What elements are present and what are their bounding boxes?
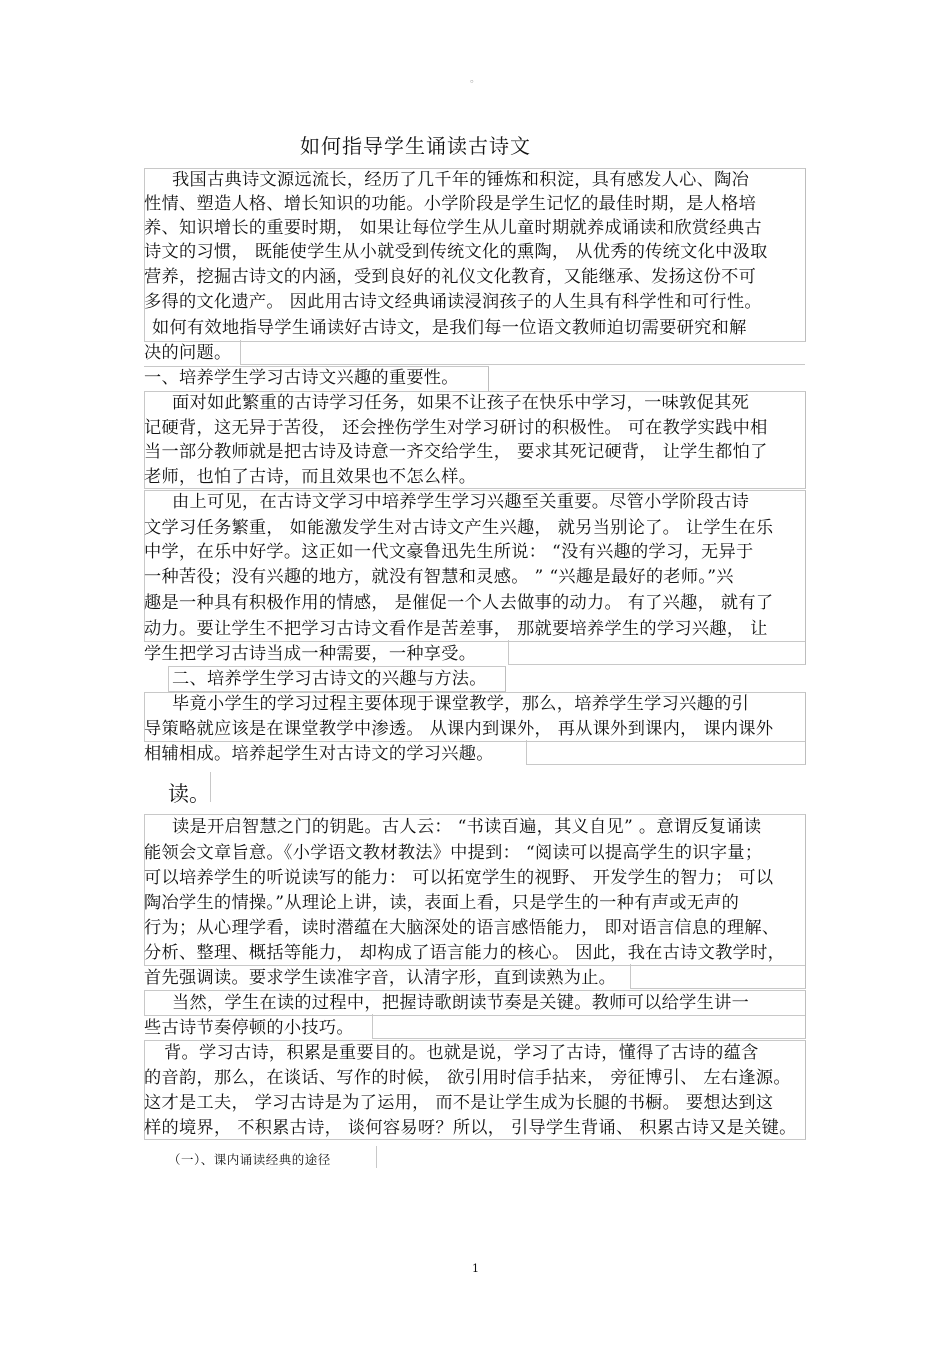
paragraph-line: 分析、整理、概括等能力， 却构成了语言能力的核心。 因此，我在古诗文教学时， [144,943,786,963]
intro-line: 性情、塑造人格、增长知识的功能。小学阶段是学生记忆的最佳时期，是人格培 [144,194,757,214]
paragraph-line: 当一部分教师就是把古诗及诗意一齐交给学生， 要求其死记硬背， 让学生都怕了 [144,442,768,462]
paragraph-line: 样的境界， 不积累古诗， 谈何容易呀？所以， 引导学生背诵、 积累古诗又是关键。 [144,1118,797,1138]
paragraph-line: 首先强调读。要求学生读准字音，认清字形，直到读熟为止。 [144,968,617,988]
text-frame [372,1014,806,1039]
paragraph-line: 的音韵，那么，在谈话、写作的时候， 欲引用时信手拈来， 旁征博引、 左右逢源。 [144,1068,791,1088]
intro-line: 如何有效地指导学生诵读好古诗文，是我们每一位语文教师迫切需要研究和解 [152,318,747,338]
paragraph-line: 读是开启智慧之门的钥匙。古人云： “书读百遍，其义自见” 。意谓反复诵读 [172,817,762,837]
section-heading: 二、培养学生学习古诗文的兴趣与方法。 [172,669,487,689]
text-frame [630,964,806,989]
paragraph-line: 由上可见，在古诗文学习中培养学生学习兴趣至关重要。尽管小学阶段古诗 [172,492,750,512]
intro-line: 决的问题。 [144,343,232,363]
text-frame [526,740,806,765]
paragraph-line: 一种苦役；没有兴趣的地方，就没有智慧和灵感。 ” “兴趣是最好的老师。”兴 [144,567,734,587]
subheading: （一）、课内诵读经典的途径 [168,1152,331,1167]
paragraph-line: 毕竟小学生的学习过程主要体现于课堂教学，那么，培养学生学习兴趣的引 [172,694,750,714]
section-heading: 一、培养学生学习古诗文兴趣的重要性。 [144,368,459,388]
paragraph-line: 能领会文章旨意。《小学语文教材教法》中提到： “阅读可以提高学生的识字量； [144,843,763,863]
intro-line: 营养，挖掘古诗文的内涵，受到良好的礼仪文化教育，又能继承、发扬这份不可 [144,267,757,287]
intro-line: 多得的文化遗产。 因此用古诗文经典诵读浸润孩子的人生具有科学性和可行性。 [144,292,762,312]
paragraph-line: 学生把学习古诗当成一种需要，一种享受。 [144,644,477,664]
paragraph-line: 文学习任务繁重， 如能激发学生对古诗文产生兴趣， 就另当别论了。 让学生在乐 [144,518,774,538]
text-frame [508,640,806,665]
intro-line: 诗文的习惯， 既能使学生从小就受到传统文化的熏陶， 从优秀的传统文化中汲取 [144,242,768,262]
paragraph-line: 可以培养学生的听说读写的能力： 可以拓宽学生的视野、 开发学生的智力； 可以 [144,868,774,888]
paragraph-line: 中学，在乐中好学。这正如一代文豪鲁迅先生所说： “没有兴趣的学习，无异于 [144,542,754,562]
paragraph-line: 记硬背，这无异于苦役， 还会挫伤学生对学习研讨的积极性。 可在教学实践中相 [144,418,768,438]
text-frame [376,1146,377,1168]
top-mark: 。 [470,74,480,85]
intro-line: 我国古典诗文源远流长，经历了几千年的锤炼和积淀，具有感发人心、陶冶 [172,170,750,190]
page-number: 1 [472,1262,479,1275]
paragraph-line: 动力。要让学生不把学习古诗文看作是苦差事， 那就要培养学生的学习兴趣， 让 [144,619,768,639]
paragraph-line: 些古诗节奏停顿的小技巧。 [144,1018,354,1038]
paragraph-line: 趣是一种具有积极作用的情感， 是催促一个人去做事的动力。 有了兴趣， 就有了 [144,593,774,613]
page-title: 如何指导学生诵读古诗文 [300,134,531,158]
paragraph-line: 这才是工夫， 学习古诗是为了运用， 而不是让学生成为长腿的书橱。 要想达到这 [144,1093,774,1113]
paragraph-line: 面对如此繁重的古诗学习任务，如果不让孩子在快乐中学习，一味敦促其死 [172,393,750,413]
intro-line: 养、知识增长的重要时期， 如果让每位学生从儿童时期就养成诵读和欣赏经典古 [144,218,762,238]
paragraph-line: 老师，也怕了古诗，而且效果也不怎么样。 [144,467,477,487]
read-heading: 读。 [168,782,210,806]
text-frame [240,340,805,365]
paragraph-line: 导策略就应该是在课堂教学中渗透。 从课内到课外， 再从课外到课内， 课内课外 [144,719,774,739]
text-frame [210,772,211,802]
paragraph-line: 当然，学生在读的过程中，把握诗歌朗读节奏是关键。教师可以给学生讲一 [172,993,750,1013]
paragraph-line: 相辅相成。培养起学生对古诗文的学习兴趣。 [144,744,494,764]
paragraph-line: 行为；从心理学看，读时潜蕴在大脑深处的语言感悟能力， 即对语言信息的理解、 [144,918,780,938]
paragraph-line: 背。学习古诗，积累是重要目的。也就是说，学习了古诗，懂得了古诗的蕴含 [164,1043,759,1063]
paragraph-line: 陶冶学生的情操。”从理论上讲，读，表面上看，只是学生的一种有声或无声的 [144,893,740,913]
